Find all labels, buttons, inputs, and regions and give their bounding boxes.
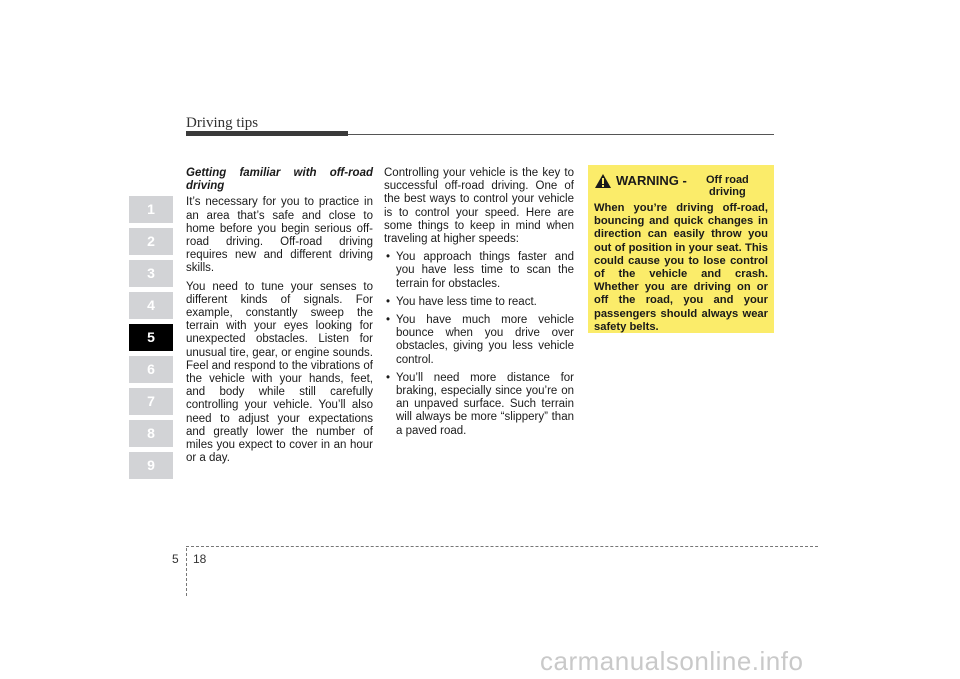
- header-rule-thin: [348, 134, 774, 135]
- warning-triangle-icon: [594, 173, 612, 189]
- watermark: carmanualsonline.info: [540, 646, 804, 676]
- section-subtitle: Getting familiar with off-road driving: [186, 167, 373, 193]
- footer-rule: [186, 546, 818, 547]
- chapter-tab-2[interactable]: 2: [129, 228, 173, 255]
- chapter-tab-5[interactable]: 5: [129, 324, 173, 351]
- paragraph: You need to tune your senses to different kinds of signals. For example, constantly sweep the terrain with your eyes looking for unexpected obstacles. Listen for unusual tire, gear, or engine sounds. Feel and respond to the vibrations of the vehicle with your hands, feet, and body while still carefully controlling your vehicle. You’ll also need to adjust your expectations and greatly lower the number of miles you expect to cover in an hour or a day.: [186, 280, 373, 465]
- warning-box: [588, 165, 774, 333]
- chapter-tab-4[interactable]: 4: [129, 292, 173, 319]
- header-title: Driving tips: [186, 115, 259, 131]
- warning-label: WARNING -: [616, 173, 687, 188]
- chapter-tab-3[interactable]: 3: [129, 260, 173, 287]
- chapter-tab-6[interactable]: 6: [129, 356, 173, 383]
- footer-section-number: 5: [172, 552, 179, 566]
- chapter-tab-1[interactable]: 1: [129, 196, 173, 223]
- warning-header: [594, 173, 768, 198]
- header-rule-thick: [186, 131, 348, 136]
- chapter-tab-9[interactable]: 9: [129, 452, 173, 479]
- warning-topic: Off road driving: [706, 174, 749, 198]
- list-item: • You approach things faster and you have less time to scan the terrain for obstacles.: [384, 251, 574, 291]
- list-item: • You’ll need more distance for braking, especially since you’re on an unpaved surface. Such terrain will always be more “slippery” than a paved road.: [384, 372, 574, 438]
- bullet-list: [384, 251, 574, 438]
- paragraph: It’s necessary for you to practice in an area that’s safe and close to home before you begin serious off-road driving. Off-road driving requires new and different driving skills.: [186, 196, 373, 275]
- warning-body: When you’re driving off-road, bouncing and quick changes in direction can easily throw you out of position in your seat. This could cause you to lose control of the vehicle and crash. Whether you are driving on or off the road, you and your passengers should always wear safety belts.: [594, 202, 768, 333]
- footer-divider: [186, 548, 187, 596]
- paragraph: Controlling your vehicle is the key to successful off-road driving. One of the best ways to control your vehicle is to control your speed. Here are some things to keep in mind when traveling at higher speeds:: [384, 167, 574, 246]
- chapter-tab-7[interactable]: 7: [129, 388, 173, 415]
- chapter-tab-8[interactable]: 8: [129, 420, 173, 447]
- text-column-2: [384, 167, 574, 443]
- chapter-tabs: [129, 196, 173, 484]
- text-column-1: [186, 167, 373, 470]
- footer-page-number: 18: [193, 552, 207, 566]
- list-item: • You have much more vehicle bounce when you drive over obstacles, giving you less vehicle control.: [384, 314, 574, 367]
- list-item: • You have less time to react.: [384, 296, 574, 309]
